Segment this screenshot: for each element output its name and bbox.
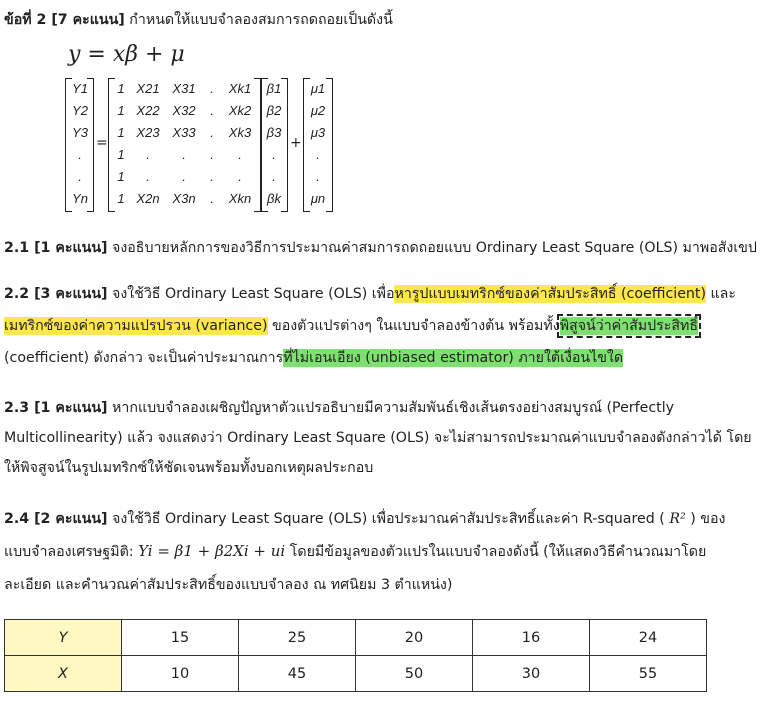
x-matrix [112, 78, 258, 210]
beta-bracket-right [281, 78, 288, 212]
table-cell: 50 [356, 656, 473, 692]
y-bracket-right [87, 78, 94, 212]
row-label-y: Y [5, 620, 122, 656]
highlight-prove-coefficient: พิสูจน์ว่าค่าสัมประสิทธิ์ [559, 318, 699, 334]
question-2-3-label: 2.3 [1 คะแนน] [4, 400, 108, 416]
x-matrix-entry: . [210, 125, 214, 140]
x-matrix-entry: . [210, 147, 214, 162]
x-matrix-entry: X3n [172, 191, 196, 206]
y-vector-entry: Y1 [72, 81, 88, 96]
y-vector-entry: Y3 [72, 125, 88, 140]
table-cell: 30 [473, 656, 590, 692]
table-cell: 10 [122, 656, 239, 692]
question-2-2-text-1: จงใช้วิธี Ordinary Least Square (OLS) เพื่อ [112, 286, 395, 302]
mu-vector-entry: μ1 [310, 81, 326, 96]
x-matrix-entry: Xk1 [228, 81, 252, 96]
x-matrix-entry: X21 [136, 81, 160, 96]
question-2-header [4, 9, 393, 31]
mu-vector-entry: μ2 [310, 103, 326, 118]
x-matrix-entry: Xkn [228, 191, 252, 206]
beta-vector-entry: . [272, 147, 276, 162]
beta-vector-entry: . [272, 169, 276, 184]
question-2-4-text-3: แบบจำลองเศรษฐมิติ: [4, 544, 134, 560]
table-cell: 20 [356, 620, 473, 656]
x-matrix-entry: . [182, 147, 186, 162]
beta-vector-entry: β3 [266, 125, 282, 140]
x-matrix-entry: X31 [172, 81, 196, 96]
regression-equation: y = xβ + μ [68, 42, 185, 67]
y-vector-entry: . [78, 169, 82, 184]
x-matrix-entry: Xk3 [228, 125, 252, 140]
table-row [5, 656, 707, 692]
x-matrix-entry: . [210, 81, 214, 96]
x-matrix-entry: 1 [117, 125, 125, 140]
mu-vector-entry: μn [310, 191, 326, 206]
mu-vector-entry: . [316, 169, 320, 184]
question-2-2-label: 2.2 [3 คะแนน] [4, 286, 108, 302]
y-vector-entry: . [78, 147, 82, 162]
x-matrix-entry: . [238, 169, 242, 184]
x-matrix-entry: 1 [117, 81, 125, 96]
question-2-2-line-1 [4, 283, 736, 305]
table-cell: 24 [590, 620, 707, 656]
mu-vector-entry: μ3 [310, 125, 326, 140]
x-matrix-entry: . [210, 103, 214, 118]
x-matrix-entry: . [210, 169, 214, 184]
highlight-unbiased-estimator: ที่ไม่เอนเอียง (unbiased estimator) ภายใต้เงื่อนไขใด [283, 350, 624, 366]
question-2-1-label: 2.1 [1 คะแนน] [4, 240, 108, 256]
x-matrix-entry: . [182, 169, 186, 184]
question-2-4-line-1 [4, 508, 725, 530]
question-2-4-text-2: ) ของ [690, 511, 726, 527]
question-2-2-line-3 [4, 347, 623, 369]
question-2-4-text-1: จงใช้วิธี Ordinary Least Square (OLS) เพื่อประมาณค่าสัมประสิทธิ์และค่า R-squared ( [112, 511, 665, 527]
question-2-3-line-3: ให้พิจสูจน์ในรูปเมทริกซ์ให้ชัดเจนพร้อมทั้งบอกเหตุผลประกอบ [4, 460, 374, 476]
x-matrix-entry: . [210, 191, 214, 206]
table-cell: 15 [122, 620, 239, 656]
highlight-variance-matrix: เมทริกซ์ของค่าความแปรปรวน (variance) [4, 318, 268, 334]
x-matrix-entry: . [238, 147, 242, 162]
beta-vector-entry: β1 [266, 81, 282, 96]
x-matrix-entry: 1 [117, 191, 125, 206]
x-matrix-entry: X23 [136, 125, 160, 140]
x-matrix-entry: 1 [117, 147, 125, 162]
beta-vector-entry: β2 [266, 103, 282, 118]
x-matrix-entry: X32 [172, 103, 196, 118]
highlight-coefficient-matrix: หารูปแบบเมทริกซ์ของค่าสัมประสิทธิ์ (coefficient) [394, 286, 707, 302]
x-matrix-entry: 1 [117, 103, 125, 118]
question-2-4-line-2 [4, 540, 706, 563]
question-2-3-line-1 [4, 397, 674, 419]
table-cell: 25 [239, 620, 356, 656]
question-2-4-label: 2.4 [2 คะแนน] [4, 511, 108, 527]
question-2-2-text-2: และ [706, 286, 736, 302]
mu-bracket-right [326, 78, 333, 212]
y-vector-entry: Y2 [72, 103, 88, 118]
econometric-model: Yi = β1 + β2Xi + ui [138, 542, 286, 560]
x-matrix-entry: . [146, 147, 150, 162]
beta-vector-entry: βk [267, 191, 281, 206]
question-2-1-text: จงอธิบายหลักการของวิธีการประมาณค่าสมการถดถอยแบบ Ordinary Least Square (OLS) มาพอสังเขป [112, 240, 757, 256]
x-matrix-entry: X2n [136, 191, 160, 206]
equals-sign: = [96, 135, 108, 151]
question-2-3-line-2: Multicollinearity) แล้ว จงแสดงว่า Ordinary Least Square (OLS) จะไม่สามารถประมาณค่าแบบจำลองดังกล่าวได้ โดย [4, 430, 752, 446]
question-2-4-line-3: ละเอียด และคำนวณค่าสัมประสิทธิ์ของแบบจำลอง ณ ทศนิยม 3 ตำแหน่ง) [4, 577, 453, 593]
table-cell: 55 [590, 656, 707, 692]
question-2-1 [4, 237, 757, 259]
y-vector-entry: Yn [72, 191, 88, 206]
data-table [4, 619, 707, 692]
row-label-x: X [5, 656, 122, 692]
x-matrix-entry: 1 [117, 169, 125, 184]
r-squared-symbol: R² [669, 511, 686, 527]
question-2-intro: กำหนดให้แบบจำลองสมการถดถอยเป็นดังนี้ [129, 12, 393, 28]
table-cell: 45 [239, 656, 356, 692]
question-2-2-text-3: ของตัวแปรต่างๆ ในแบบจำลองข้างต้น พร้อมทั้ง [267, 318, 560, 334]
table-row [5, 620, 707, 656]
table-cell: 16 [473, 620, 590, 656]
x-bracket-right [254, 78, 261, 212]
question-2-3-text-1: หากแบบจำลองเผชิญปัญหาตัวแปรอธิบายมีความสัมพันธ์เชิงเส้นตรงอย่างสมบูรณ์ (Perfectly [112, 400, 675, 416]
x-matrix-entry: Xk2 [228, 103, 252, 118]
x-matrix-entry: X22 [136, 103, 160, 118]
question-2-4-text-4: โดยมีข้อมูลของตัวแปรในแบบจำลองดังนี้ (ให้แสดงวิธีคำนวณมาโดย [289, 544, 707, 560]
plus-sign: + [290, 135, 302, 151]
mu-vector-entry: . [316, 147, 320, 162]
x-matrix-entry: . [146, 169, 150, 184]
x-matrix-entry: X33 [172, 125, 196, 140]
question-2-2-text-4: (coefficient) ดังกล่าว จะเป็นค่าประมาณการ [4, 350, 284, 366]
question-2-label: ข้อที่ 2 [7 คะแนน] [4, 12, 125, 28]
question-2-2-line-2 [4, 315, 698, 337]
